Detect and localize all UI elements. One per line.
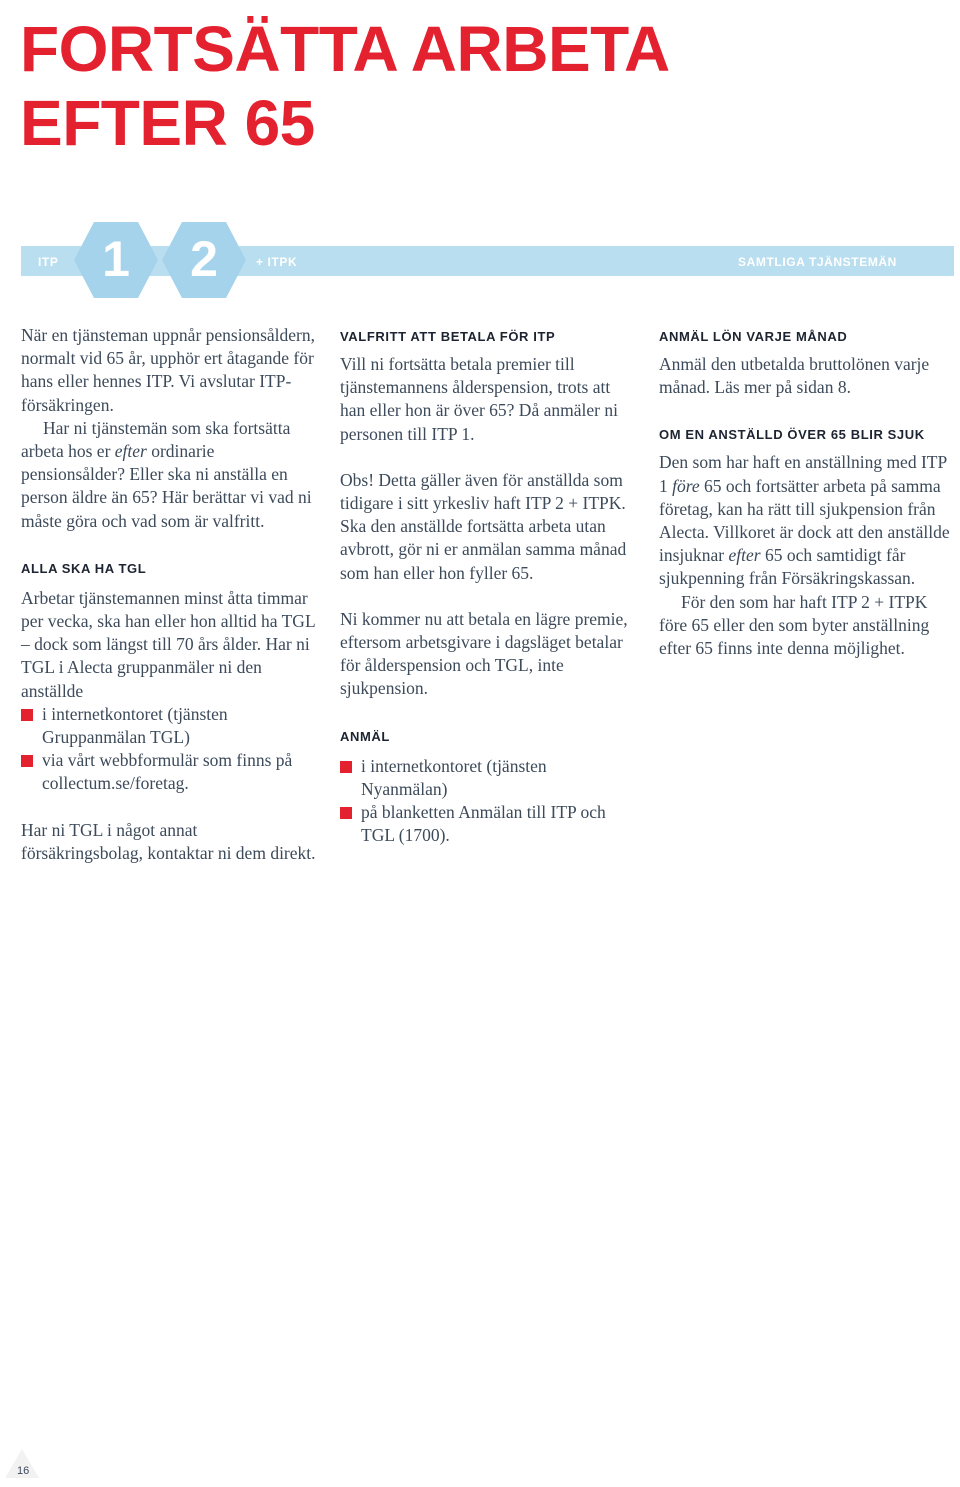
list-item: i internetkontoret (tjänsten Gruppanmälan TGL): [21, 703, 321, 749]
sickness-paragraph: Den som har haft en anställning med ITP 1 före 65 och fortsätter arbeta på samma företag, kan ha rätt till sjukpension från Alecta. Villkoret är dock att den anställde insjuknar efter 65 och samtidigt får sjukpenning från Försäkringskassan.: [659, 452, 950, 589]
obs-paragraph: Obs! Detta gäller även för anställda som tidigare i sitt yrkesliv haft ITP 2 + ITPK. Ska den anställde fortsätta arbeta utan avbrott, gör ni er anmälan samma månad som han eller hon fyller 65.: [340, 469, 627, 583]
page-number: 16: [17, 1465, 30, 1477]
band-label-audience: SAMTLIGA TJÄNSTEMÄN: [738, 255, 897, 269]
heading-anmal: ANMÄL: [340, 728, 390, 744]
anmal-bullet-list: [340, 755, 630, 848]
emphasis-fore: före: [672, 475, 700, 496]
band-label-itp: ITP: [38, 255, 59, 269]
emphasis-efter: efter: [114, 441, 147, 462]
list-item: på blanketten Anmälan till ITP och TGL (1700).: [340, 801, 630, 847]
intro-paragraph-2: Har ni tjänstemän som ska fortsätta arbeta hos er efter ordinarie pensionsålder? Eller ska ni anställa en person äldre än 65? Här berättar vi vad ni måste göra och vad som är valfritt.: [21, 417, 312, 531]
band-label-itpk: + ITPK: [256, 255, 298, 269]
other-insurer-paragraph: Har ni TGL i något annat försäkringsbolag, kontaktar ni dem direkt.: [21, 819, 316, 863]
heading-anmal-lon: ANMÄL LÖN VARJE MÅNAD: [659, 329, 848, 344]
page-title-line-2: EFTER 65: [20, 87, 315, 159]
list-item: i internetkontoret (tjänsten Nyanmälan): [340, 755, 630, 801]
page-number-marker: [4, 1447, 40, 1484]
heading-alla-ska-ha-tgl: ALLA SKA HA TGL: [21, 560, 147, 576]
salary-paragraph: Anmäl den utbetalda bruttolönen varje månad. Läs mer på sidan 8.: [659, 354, 930, 398]
lower-premium-paragraph: Ni kommer nu att betala en lägre premie, eftersom arbetsgivare i dagsläget betalar för ålderspension och TGL, inte sjukpension.: [340, 608, 628, 699]
page-title: [20, 12, 670, 160]
heading-valfritt-att-betala: VALFRITT ATT BETALA FÖR ITP: [340, 329, 556, 344]
itp-optional-paragraph: Vill ni fortsätta betala premier till tjänstemannens ålderspension, trots att han eller hon är över 65? Då anmäler ni personen till ITP 1.: [340, 354, 618, 444]
intro-paragraph: När en tjänsteman uppnår pensionsåldern, normalt vid 65 år, upphör ert åtagande för hans eller hennes ITP. Vi avslutar ITP-försäkringen.: [21, 325, 316, 415]
column-right: [659, 329, 955, 660]
page-title-line-1: FORTSÄTTA ARBETA: [20, 13, 670, 85]
tgl-paragraph: Arbetar tjänstemannen minst åtta timmar per vecka, ska han eller hon alltid ha TGL – dock som längst till 70 års ålder. Har ni TGL i Alecta gruppanmäler ni den anställde: [21, 587, 315, 701]
list-item: via vårt webbformulär som finns på collectum.se/foretag.: [21, 749, 321, 795]
hexagon-number-1: 1: [102, 231, 130, 287]
emphasis-efter: efter: [728, 545, 761, 566]
column-middle: [340, 329, 630, 847]
tgl-bullet-list: [21, 703, 321, 796]
itp2-paragraph: För den som har haft ITP 2 + ITPK före 65 eller den som byter anställning efter 65 finns inte denna möjlighet.: [659, 591, 930, 659]
hexagon-number-2: 2: [190, 231, 218, 287]
heading-sjuk-over-65: OM EN ANSTÄLLD ÖVER 65 BLIR SJUK: [659, 427, 925, 443]
column-left: [21, 324, 321, 865]
